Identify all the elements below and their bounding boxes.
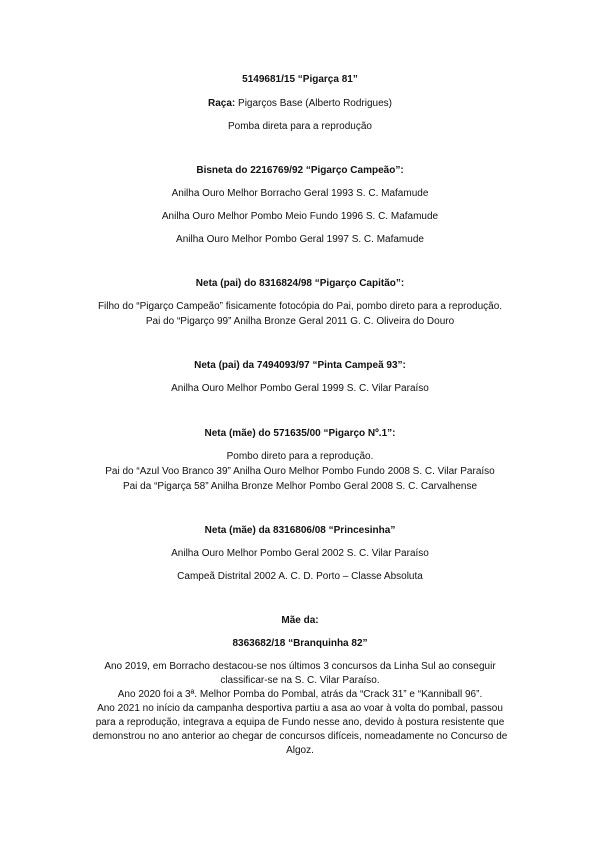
neta-pai-capitao-line: Filho do “Pigarço Campeão” fisicamente fotocópia do Pai, pombo direto para a reprodução.: [97, 301, 503, 312]
bisneta-line: Anilha Ouro Melhor Pombo Geral 1997 S. C. Mafamude: [176, 234, 424, 245]
document-subtitle: Pomba direta para a reprodução: [228, 121, 372, 132]
neta-mae-pigarco-line: Pai da “Pigarça 58” Anilha Bronze Melhor Pombo Geral 2008 S. C. Carvalhense: [122, 481, 478, 492]
raca-value: Pigarços Base (Alberto Rodrigues): [235, 98, 392, 109]
mae-da-line: Ano 2021 no início da campanha desportiva partiu a asa ao voar à volta do pombal, passou: [97, 703, 503, 714]
mae-da-line: Ano 2019, em Borracho destacou-se nos últimos 3 concursos da Linha Sul ao conseguir: [104, 661, 496, 672]
bisneta-line: Anilha Ouro Melhor Borracho Geral 1993 S. C. Mafamude: [171, 188, 429, 199]
neta-mae-princesinha-line: Anilha Ouro Melhor Pombo Geral 2002 S. C. Vilar Paraíso: [171, 548, 429, 559]
neta-pai-capitao-heading: Neta (pai) do 8316824/98 “Pigarço Capitão”:: [195, 278, 405, 289]
neta-pai-capitao-line: Pai do “Pigarço 99” Anilha Bronze Geral 2011 G. C. Oliveira do Douro: [145, 316, 455, 327]
bisneta-line: Anilha Ouro Melhor Pombo Meio Fundo 1996 S. C. Mafamude: [161, 211, 439, 222]
neta-pai-pinta-line: Anilha Ouro Melhor Pombo Geral 1999 S. C. Vilar Paraíso: [171, 383, 429, 394]
mae-da-name: 8363682/18 “Branquinha 82”: [232, 638, 368, 649]
mae-da-heading: Mãe da:: [281, 615, 319, 626]
mae-da-line: para a reprodução, integrava a equipa de Fundo nesse ano, devido à postura resistente que: [95, 717, 505, 728]
mae-da-line: classificar-se na S. C. Vilar Paraíso.: [220, 675, 380, 686]
neta-mae-pigarco-line: Pombo direto para a reprodução.: [226, 451, 374, 462]
document-title: 5149681/15 “Pigarça 81”: [242, 74, 358, 85]
neta-pai-pinta-heading: Neta (pai) da 7494093/97 “Pinta Campeã 93”:: [194, 360, 406, 371]
neta-mae-pigarco-heading: Neta (mãe) do 571635/00 “Pigarço Nº.1”:: [204, 428, 396, 439]
raca-line: [0, 97, 600, 110]
bisneta-heading: Bisneta do 2216769/92 “Pigarço Campeão”:: [196, 165, 404, 176]
mae-da-line: demonstrou no ano anterior ao chegar de concursos difíceis, nomeadamente no Concurso de: [92, 731, 508, 742]
neta-mae-pigarco-line: Pai do “Azul Voo Branco 39” Anilha Ouro Melhor Pombo Fundo 2008 S. C. Vilar Paraíso: [105, 466, 495, 477]
raca-label: Raça:: [208, 98, 236, 109]
mae-da-line: Algoz.: [286, 745, 314, 756]
neta-mae-princesinha-line: Campeã Distrital 2002 A. C. D. Porto – Classe Absoluta: [177, 571, 423, 582]
neta-mae-princesinha-heading: Neta (mãe) da 8316806/08 “Princesinha”: [204, 525, 396, 536]
mae-da-line: Ano 2020 foi a 3ª. Melhor Pomba do Pombal, atrás da “Crack 31” e “Kanniball 96”.: [117, 689, 483, 700]
